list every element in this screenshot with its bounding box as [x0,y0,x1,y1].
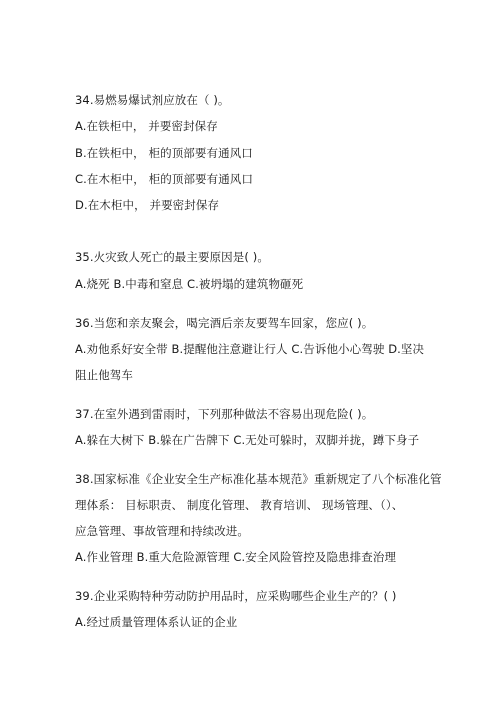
question-37-options: A.躲在大树下 B.躲在广告牌下 C.无处可躲时，双脚并拢，蹲下身子 [75,433,420,447]
question-35-options: A.烧死 B.中毒和窒息 C.被坍塌的建筑物砸死 [75,277,304,291]
question-38-title: 38.国家标准《企业安全生产标准化基本规范》重新规定了八个标准化管 [75,472,442,486]
question-38-options: A.作业管理 B.重大危险源管理 C.安全风险管控及隐患排查治理 [75,550,397,564]
question-34-option-a: A.在铁柜中， 并要密封保存 [75,119,218,133]
question-39-option-a: A.经过质量管理体系认证的企业 [75,615,238,629]
question-36-options: A.劝他系好安全带 B.提醒他注意避让行人 C.告诉他小心驾驶 D.坚决 [75,342,425,356]
question-34-option-b: B.在铁柜中， 柜的顶部要有通风口 [75,146,253,160]
question-34-option-c: C.在木柜中， 柜的顶部要有通风口 [75,172,254,186]
question-38-title-cont-1: 理体系： 目标职责、 制度化管理、 教育培训、 现场管理、（）、 [75,498,404,512]
question-37-title: 37.在室外遇到雷雨时，下列那种做法不容易出现危险( )。 [75,407,374,421]
question-34-title: 34.易燃易爆试剂应放在（ )。 [75,93,230,107]
question-35-title: 35.火灾致人死亡的最主要原因是( )。 [75,250,269,264]
question-34-option-d: D.在木柜中， 并要密封保存 [75,198,220,212]
question-36-title: 36.当您和亲友聚会，喝完酒后亲友要驾车回家，您应( )。 [75,316,374,330]
question-39-title: 39.企业采购特种劳动防护用品时，应采购哪些企业生产的？( ) [75,589,397,603]
question-36-options-cont: 阻止他驾车 [75,368,133,382]
question-38-title-cont-2: 应急管理、事故管理和持续改进。 [75,524,249,538]
